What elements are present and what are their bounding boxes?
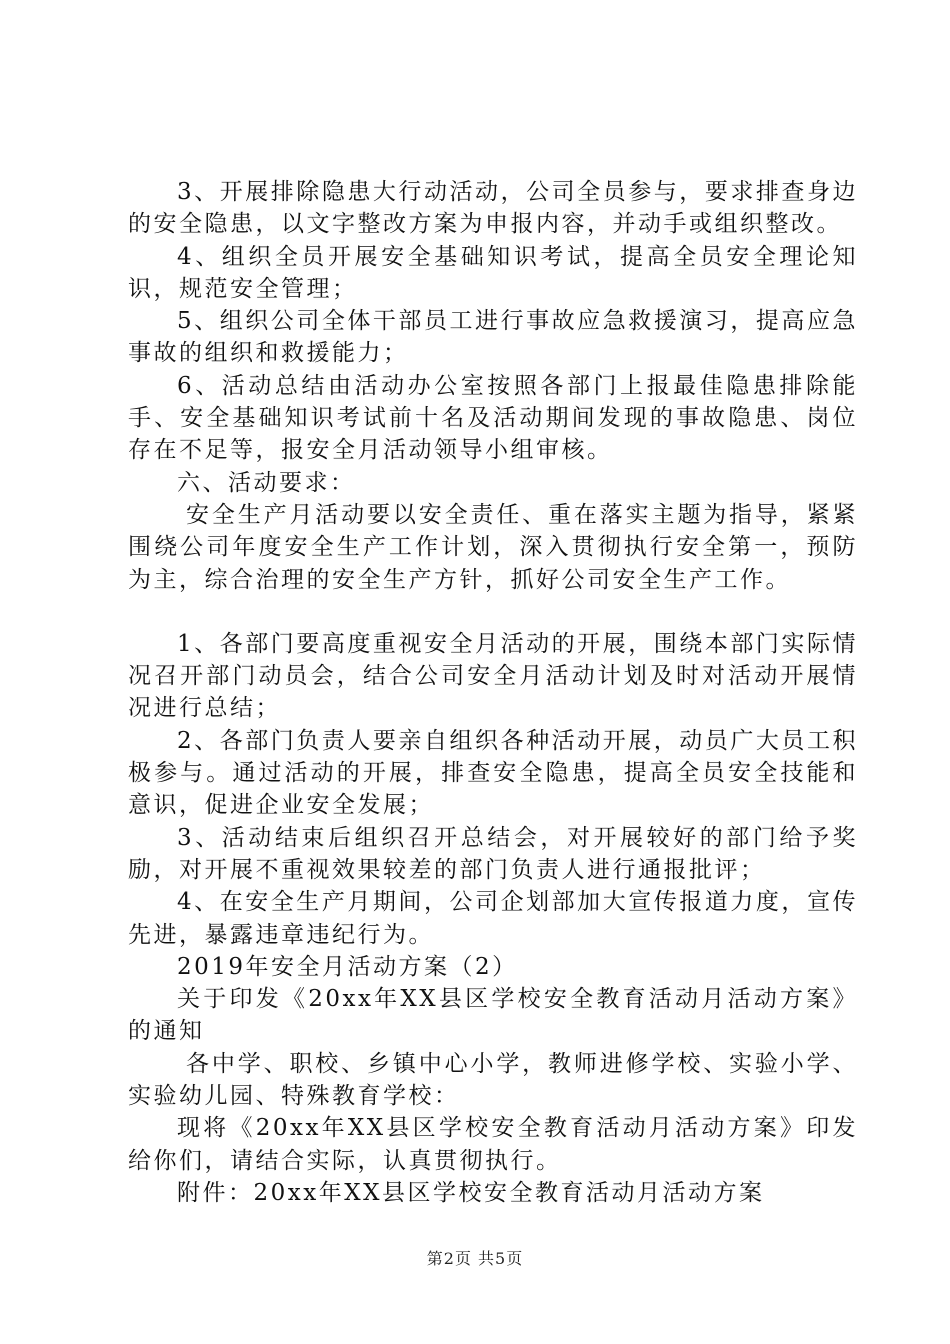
document-subtitle: 2019年安全月活动方案（2） (177, 953, 518, 980)
document-body (128, 176, 858, 1209)
notice-recipients: 各中学、职校、乡镇中心小学，教师进修学校、实验小学、实验幼儿园、特殊教育学校： (128, 1050, 858, 1110)
paragraph-requirements-intro: 安全生产月活动要以安全责任、重在落实主题为指导，紧紧围绕公司年度安全生产工作计划，深入贯彻执行安全第一，预防为主，综合治理的安全生产方针，抓好公司安全生产工作。 (128, 501, 858, 593)
notice-attachment: 附件：20xx年XX县区学校安全教育活动月活动方案 (177, 1179, 765, 1206)
requirement-item-2: 2、各部门负责人要亲自组织各种活动开展，动员广大员工积极参与。通过活动的开展，排查安全隐患，提高全员安全技能和意识，促进企业安全发展； (128, 727, 858, 819)
notice-body: 现将《20xx年XX县区学校安全教育活动月活动方案》印发给你们，请结合实际，认真贯彻执行。 (128, 1115, 858, 1174)
paragraph-item-5: 5、组织公司全体干部员工进行事故应急救援演习，提高应急事故的组织和救援能力； (128, 308, 858, 367)
requirement-item-1: 1、各部门要高度重视安全月活动的开展，围绕本部门实际情况召开部门动员会，结合公司安全月活动计划及时对活动开展情况进行总结； (128, 630, 858, 722)
section-heading-requirements: 六、活动要求： (177, 469, 356, 496)
requirement-item-3: 3、活动结束后组织召开总结会，对开展较好的部门给予奖励，对开展不重视效果较差的部门负责人进行通报批评； (128, 824, 858, 883)
requirement-item-4: 4、在安全生产月期间，公司企划部加大宣传报道力度，宣传先进，暴露违章违纪行为。 (128, 889, 858, 948)
paragraph-item-4: 4、组织全员开展安全基础知识考试，提高全员安全理论知识，规范安全管理； (128, 243, 858, 302)
paragraph-item-6: 6、活动总结由活动办公室按照各部门上报最佳隐患排除能手、安全基础知识考试前十名及活动期间发现的事故隐患、岗位存在不足等，报安全月活动领导小组审核。 (128, 372, 858, 464)
page-footer: 第2页 共5页 (426, 1249, 524, 1268)
paragraph-item-3: 3、开展排除隐患大行动活动，公司全员参与，要求排查身边的安全隐患，以文字整改方案为申报内容，并动手或组织整改。 (128, 179, 858, 238)
notice-title: 关于印发《20xx年XX县区学校安全教育活动月活动方案》的通知 (128, 986, 858, 1045)
